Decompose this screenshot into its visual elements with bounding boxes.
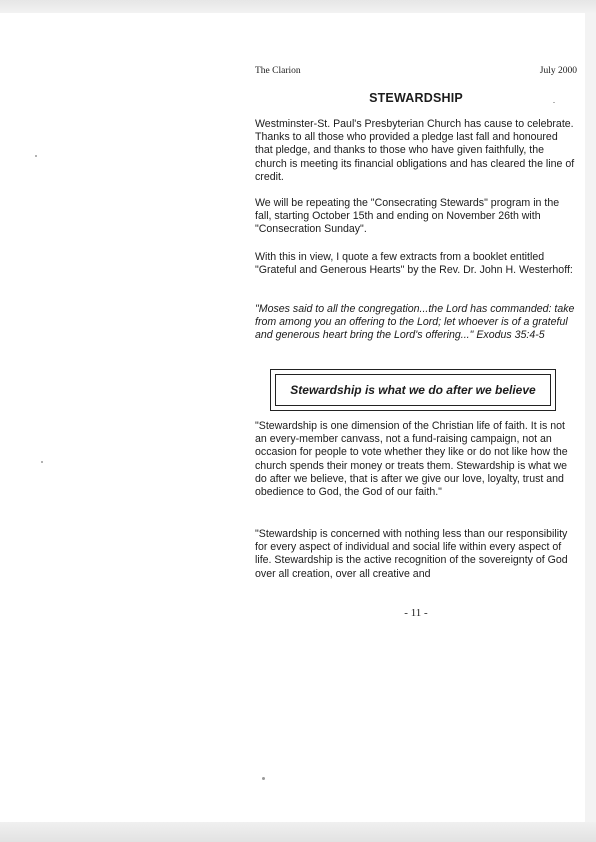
scan-speck <box>35 155 37 157</box>
issue-date: July 2000 <box>539 66 577 76</box>
scan-edge-bottom <box>0 822 596 842</box>
scan-speck <box>262 777 265 780</box>
publication-name: The Clarion <box>255 66 301 76</box>
scan-edge-top <box>0 0 596 13</box>
paragraph-celebrate: Westminster-St. Paul's Presbyterian Church has cause to celebrate. Thanks to all those who provided a pledge last fall and honoured that pledge, and thanks to those who have given faithfully, the church is meeting its financial obligations and has cleared the line of credit. <box>255 118 575 183</box>
scan-edge-right <box>585 13 596 822</box>
page-number: - 11 - <box>404 607 428 619</box>
paragraph-program: We will be repeating the "Consecrating Stewards" program in the fall, starting October 15th and ending on November 26th with "Consecration Sunday". <box>255 197 560 236</box>
paragraph-definition: "Stewardship is one dimension of the Christian life of faith. It is not an every-member canvass, not a fund-raising campaign, not an occasion for people to vote whether they like or do not like how the church spends their money or treats them. Stewardship is what we do after we believe, that is after we give our love, loyalty, trust and obedience to God, the God of our faith." <box>255 420 568 499</box>
page-title: STEWARDSHIP <box>369 91 463 105</box>
scripture-quote: "Moses said to all the congregation...the Lord has commanded: take from among you an offering to the Lord; let whoever is of a grateful and generous heart bring the Lord's offering..." Exodus 35:4-5 <box>255 303 575 342</box>
paragraph-booklet: With this in view, I quote a few extracts from a booklet entitled "Grateful and Generous Hearts" by the Rev. Dr. John H. Westerhoff: <box>255 251 573 277</box>
paragraph-responsibility: "Stewardship is concerned with nothing less than our responsibility for every aspect of individual and social life within every aspect of life. Stewardship is the active recognition of the sovereignty of God over all creation, over all creative and <box>255 528 568 580</box>
callout-text: Stewardship is what we do after we believe <box>275 374 551 406</box>
scan-speck <box>41 461 43 463</box>
callout-box <box>270 369 556 411</box>
running-header <box>255 66 577 76</box>
